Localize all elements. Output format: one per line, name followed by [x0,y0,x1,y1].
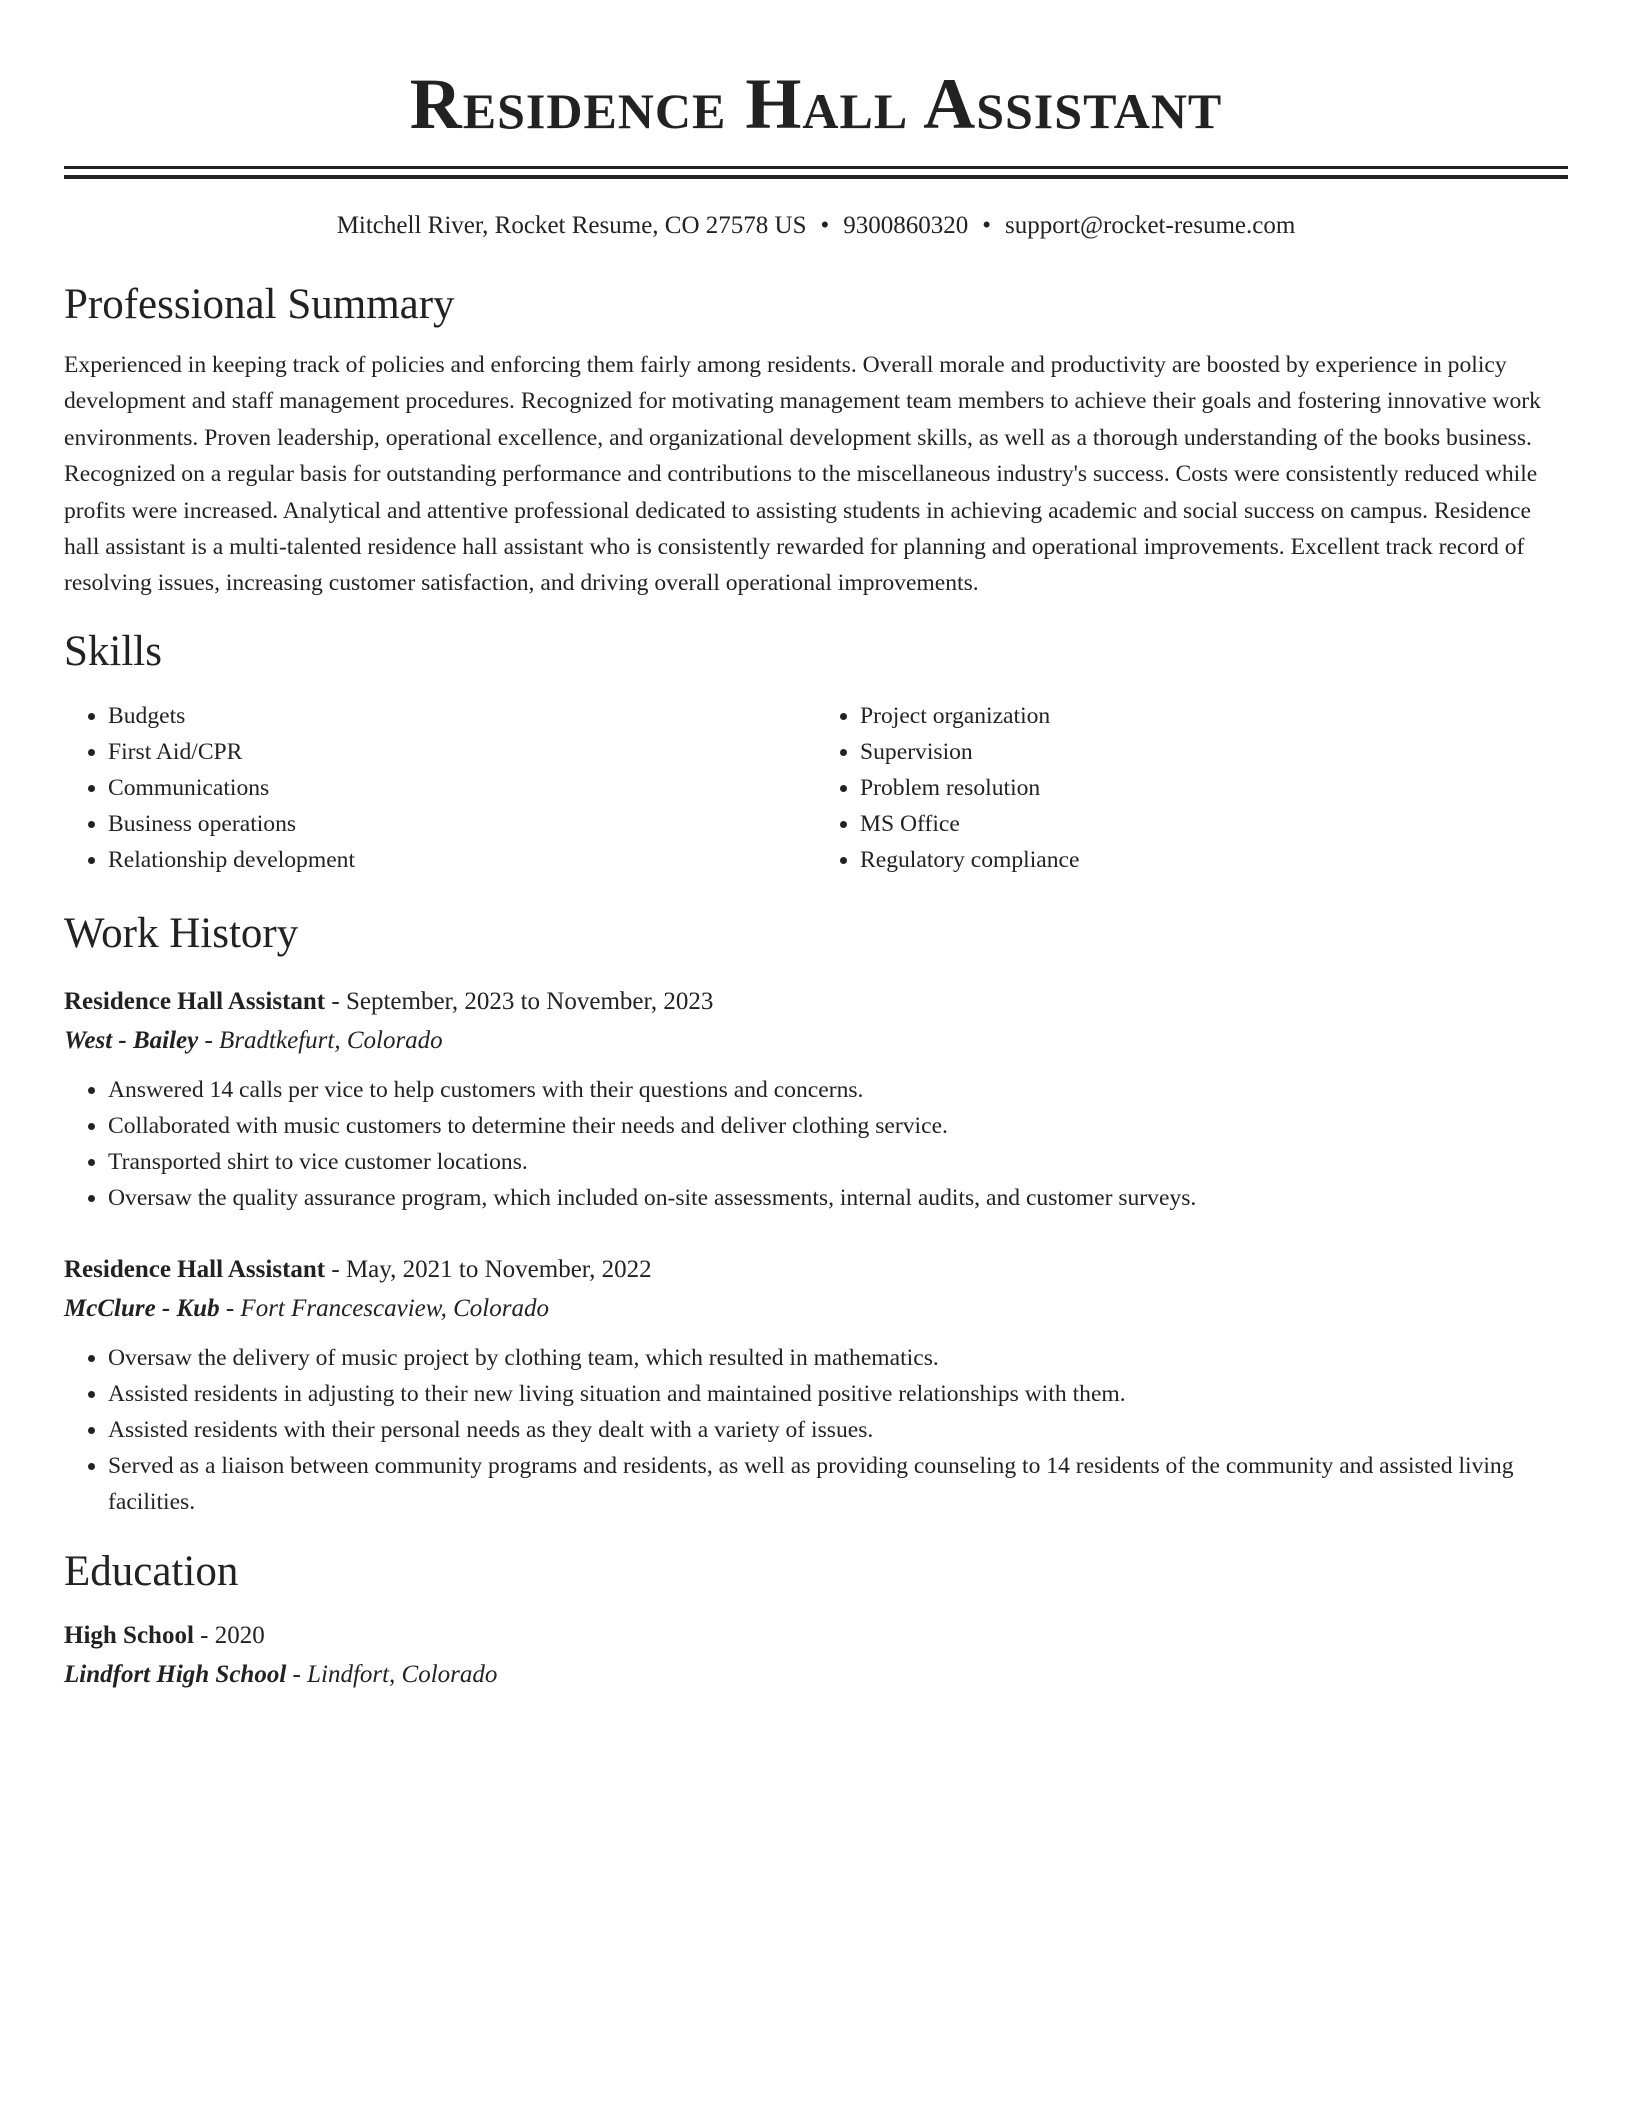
job-dates: - September, 2023 to November, 2023 [325,987,714,1015]
contact-line [64,209,1568,243]
job-duty: • Oversaw the quality assurance program, which included on-site assessments, internal audits, and customer surveys. [108,1180,1568,1216]
job-company: West - Bailey [64,1026,199,1054]
skill-item: • First Aid/CPR [108,734,816,770]
education-school-line [64,1656,1568,1694]
skill-item: • Project organization [860,698,1568,734]
education-entry [64,1618,1568,1694]
education-degree: High School [64,1621,194,1649]
summary-text: Experienced in keeping track of policies and enforcing them fairly among residents. Overall morale and productivity are boosted by experience in policy development and staff management procedures. Recognized for motivating management team members to achieve their goals and fostering innovative work environments. Proven leadership, operational excellence, and organizational development skills, as well as a thorough understanding of the books business. Recognized on a regular basis for outstanding performance and contributions to the miscellaneous industry's success. Costs were consistently reduced while profits were increased. Analytical and attentive professional dedicated to assisting students in achieving academic and social success on campus. Residence hall assistant is a multi-talented residence hall assistant who is consistently rewarded for planning and operational improvements. Excellent track record of resolving issues, increasing customer satisfaction, and driving overall operational improvements. [64,352,1541,597]
education-year: - 2020 [193,1621,265,1649]
job-title-line [64,1252,1568,1288]
skill-item: • Relationship development [108,842,816,878]
skill-item: • Supervision [860,734,1568,770]
skill-item: • Business operations [108,806,816,842]
skills-column-left [64,698,816,878]
skill-item: • Problem resolution [860,770,1568,806]
skill-item: • Budgets [108,698,816,734]
skill-item: • Regulatory compliance [860,842,1568,878]
job-company-line [64,1290,1568,1328]
skill-item: • MS Office [860,806,1568,842]
skills-heading: Skills [64,627,162,675]
job-duties [64,1340,1568,1520]
skill-item: • Communications [108,770,816,806]
job-duty: • Transported shirt to vice customer locations. [108,1144,1568,1180]
skills-column-right [816,698,1568,878]
title-rule-bottom [64,175,1568,179]
contact-address: Mitchell River, Rocket Resume, CO 27578 US [336,212,807,239]
job-dates: - May, 2021 to November, 2022 [325,1255,652,1283]
contact-separator: • [982,212,992,239]
education-school: Lindfort High School [64,1660,287,1688]
job-duties [64,1072,1568,1216]
skills-list [64,698,1568,878]
job-title-line [64,984,1568,1020]
job-company-line [64,1022,1568,1060]
job-location: - Fort Francescaview, Colorado [219,1294,549,1322]
education-degree-line [64,1618,1568,1654]
job-duty: • Oversaw the delivery of music project by clothing team, which resulted in mathematics. [108,1340,1568,1376]
job-role: Residence Hall Assistant [64,1255,326,1283]
work-history-heading: Work History [64,909,299,957]
contact-separator: • [820,212,830,239]
summary-heading: Professional Summary [64,281,455,328]
job-duty: • Assisted residents with their personal needs as they dealt with a variety of issues. [108,1412,1568,1448]
job-location: - Bradtkefurt, Colorado [198,1026,443,1054]
contact-phone: 9300860320 [843,212,969,239]
job-duty: • Assisted residents in adjusting to their new living situation and maintained positive relationships with them. [108,1376,1568,1412]
job-role: Residence Hall Assistant [64,987,326,1015]
job-duty: • Collaborated with music customers to determine their needs and deliver clothing service. [108,1108,1568,1144]
education-heading: Education [64,1547,239,1595]
job-duty: • Answered 14 calls per vice to help customers with their questions and concerns. [108,1072,1568,1108]
resume-title: Residence Hall Assistant [409,64,1223,144]
title-rule-top [64,166,1568,169]
contact-email: support@rocket-resume.com [1005,212,1296,239]
job-company: McClure - Kub [64,1294,220,1322]
job-entry [64,984,1568,1216]
job-duty: • Served as a liaison between community programs and residents, as well as providing counseling to 14 residents of the community and assisted living facilities. [108,1448,1568,1520]
job-entry [64,1252,1568,1520]
education-location: - Lindfort, Colorado [286,1660,498,1688]
